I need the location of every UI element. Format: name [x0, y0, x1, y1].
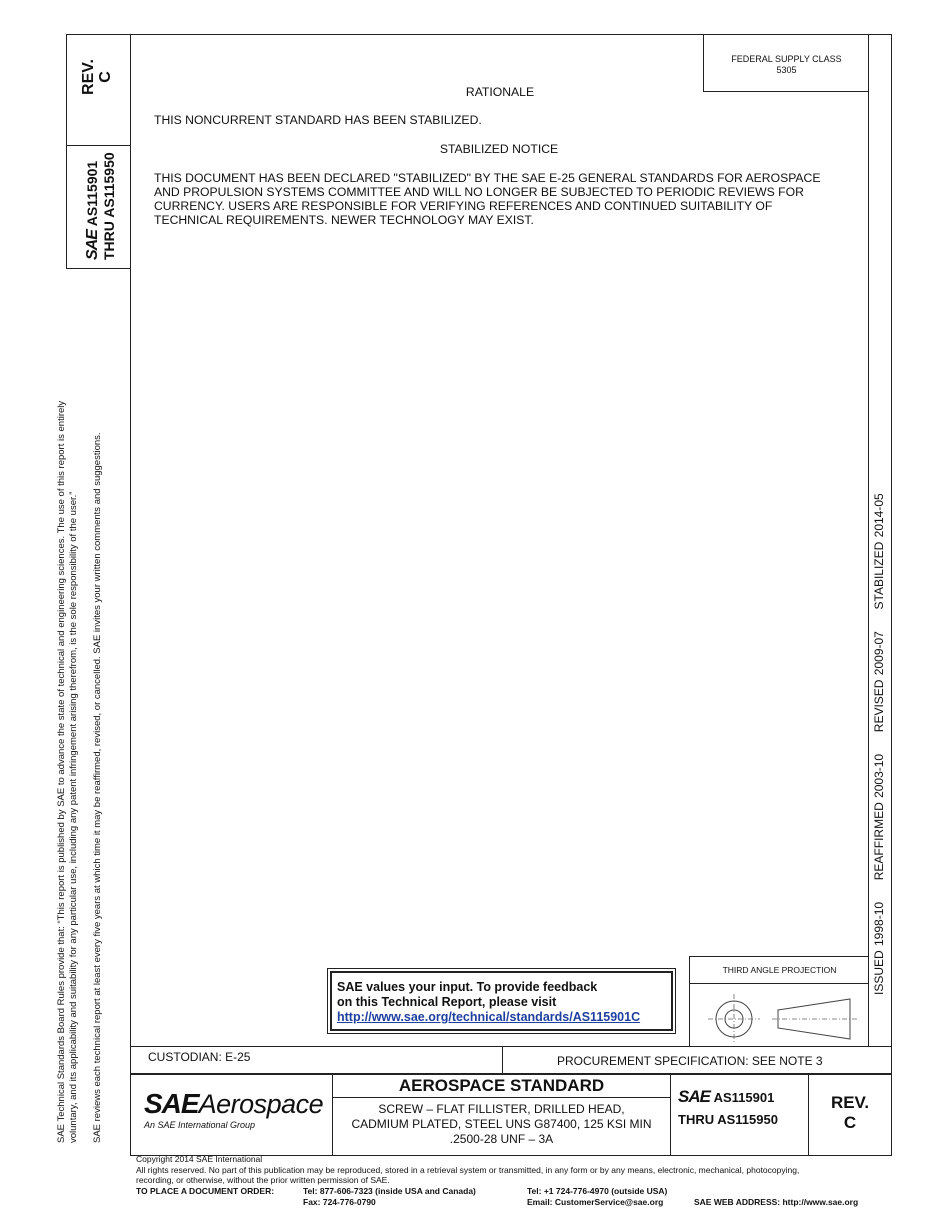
side-tab-left — [66, 34, 67, 269]
title-block-divider — [130, 1073, 891, 1075]
aerospace-logo-text: Aerospace — [198, 1089, 324, 1119]
board-rules-text — [56, 401, 80, 1143]
sae-logo-text: SAE — [144, 1088, 199, 1119]
desc-divider — [670, 1073, 671, 1155]
side-tab-bottom — [66, 268, 131, 269]
right-strip-divider — [868, 34, 869, 1046]
side-tab-doc — [84, 152, 117, 260]
feedback-box — [327, 968, 676, 1034]
tel-inside: Tel: 877-606-7323 (inside USA and Canada) — [303, 1186, 476, 1196]
frame-left — [130, 34, 131, 1156]
feedback-line-1: SAE values your input. To provide feedback — [337, 980, 598, 994]
frame-right — [891, 34, 892, 1156]
order-contact-domestic — [303, 1186, 476, 1208]
date-history — [872, 493, 886, 995]
stabilized-notice — [154, 171, 854, 227]
rationale-heading: RATIONALE — [465, 85, 535, 99]
side-tab-rev-value: C — [97, 71, 114, 83]
stabilized-line-4: TECHNICAL REQUIREMENTS. NEWER TECHNOLOGY MAY EXIST. — [154, 213, 534, 227]
desc-line-3: .2500-28 UNF – 3A — [449, 1132, 554, 1146]
projection-box — [689, 956, 869, 1047]
part-description — [333, 1102, 670, 1147]
board-rules-line-1: SAE Technical Standards Board Rules provide that: “This report is published by SAE to advance the state of technical and engineering sciences. The use of this report is entirely — [56, 400, 67, 1143]
logo-tagline: An SAE International Group — [144, 1120, 256, 1130]
title-doc-range: THRU AS115950 — [678, 1112, 778, 1127]
title-rev-value: C — [843, 1113, 857, 1132]
footer — [136, 1154, 896, 1186]
stabilized-line-3: CURRENCY. USERS ARE RESPONSIBLE FOR VERIFYING REFERENCES AND CONTINUED SUITABILITY OF — [154, 199, 773, 213]
title-doc-number-text: AS115901 — [713, 1090, 775, 1105]
title-doc-number — [678, 1086, 778, 1131]
custodian-divider — [502, 1046, 503, 1074]
tel-outside: Tel: +1 724-776-4970 (outside USA) — [527, 1186, 668, 1196]
order-contact-intl — [527, 1186, 667, 1208]
email: Email: CustomerService@sae.org — [527, 1197, 664, 1207]
stabilized-heading: STABILIZED NOTICE — [439, 142, 559, 156]
reaffirmed-date: REAFFIRMED 2003-10 — [872, 753, 886, 881]
federal-supply-class-box — [703, 34, 869, 92]
sae-aerospace-logo — [144, 1088, 323, 1120]
custodian: CUSTODIAN: E-25 — [148, 1050, 251, 1064]
sae-small-logo-icon: SAE — [678, 1087, 710, 1106]
standard-title-divider — [332, 1097, 670, 1098]
feedback-link[interactable]: http://www.sae.org/technical/standards/AS115901C — [337, 1010, 641, 1024]
standard-title: AEROSPACE STANDARD — [398, 1076, 605, 1095]
third-angle-projection-icon — [690, 984, 869, 1048]
federal-supply-class-value: 5305 — [776, 65, 797, 75]
fax: Fax: 724-776-0790 — [303, 1197, 376, 1207]
order-label: TO PLACE A DOCUMENT ORDER: — [136, 1186, 275, 1196]
rights-line-2: recording, or otherwise, without the prior written permission of SAE. — [136, 1175, 390, 1185]
side-tab-doc-number: AS115901 — [84, 160, 100, 227]
stabilized-line-1: THIS DOCUMENT HAS BEEN DECLARED "STABILIZED" BY THE SAE E-25 GENERAL STANDARDS FOR AEROSPACE — [154, 171, 821, 185]
desc-line-2: CADMIUM PLATED, STEEL UNS G87400, 125 KSI MIN — [351, 1117, 652, 1131]
side-tab-rev — [80, 42, 114, 112]
side-tab-divider — [66, 145, 131, 146]
copyright: Copyright 2014 SAE International — [136, 1154, 263, 1164]
rights-line-1: All rights reserved. No part of this publication may be reproduced, stored in a retrieval system or transmitted, in any form or by any means, electronic, mechanical, photocopying, — [136, 1164, 800, 1175]
title-rev — [809, 1093, 891, 1133]
desc-line-1: SCREW – FLAT FILLISTER, DRILLED HEAD, — [378, 1102, 625, 1116]
stabilized-date: STABILIZED 2014-05 — [872, 493, 886, 610]
procurement-spec: PROCUREMENT SPECIFICATION: SEE NOTE 3 — [557, 1054, 823, 1068]
feedback-line-2: on this Technical Report, please visit — [337, 995, 557, 1009]
rationale-text: THIS NONCURRENT STANDARD HAS BEEN STABILIZED. — [154, 113, 482, 127]
web-address: SAE WEB ADDRESS: http://www.sae.org — [694, 1197, 859, 1207]
title-block-top — [130, 1046, 891, 1047]
projection-label: THIRD ANGLE PROJECTION — [722, 965, 837, 975]
revised-date: REVISED 2009-07 — [872, 631, 886, 733]
side-tab-rev-label: REV. — [80, 59, 97, 95]
sae-logo-icon: SAE — [84, 230, 101, 260]
federal-supply-class-label: FEDERAL SUPPLY CLASS — [731, 54, 842, 64]
side-tab-doc-range: THRU AS115950 — [101, 152, 117, 260]
stabilized-line-2: AND PROPULSION SYSTEMS COMMITTEE AND WILL NO LONGER BE SUBJECTED TO PERIODIC REVIEWS FOR — [154, 185, 804, 199]
board-rules-line-2: voluntary, and its applicability and suitability for any particular use, including any patent infringement arising therefrom, is the sole responsibility of the user.” — [68, 491, 79, 1143]
issued-date: ISSUED 1998-10 — [872, 901, 886, 995]
title-rev-label: REV. — [830, 1093, 870, 1112]
review-notice: SAE reviews each technical report at least every five years at which time it may be reaffirmed, revised, or cancelled. SAE invites your written comments and suggestions. — [92, 432, 103, 1143]
